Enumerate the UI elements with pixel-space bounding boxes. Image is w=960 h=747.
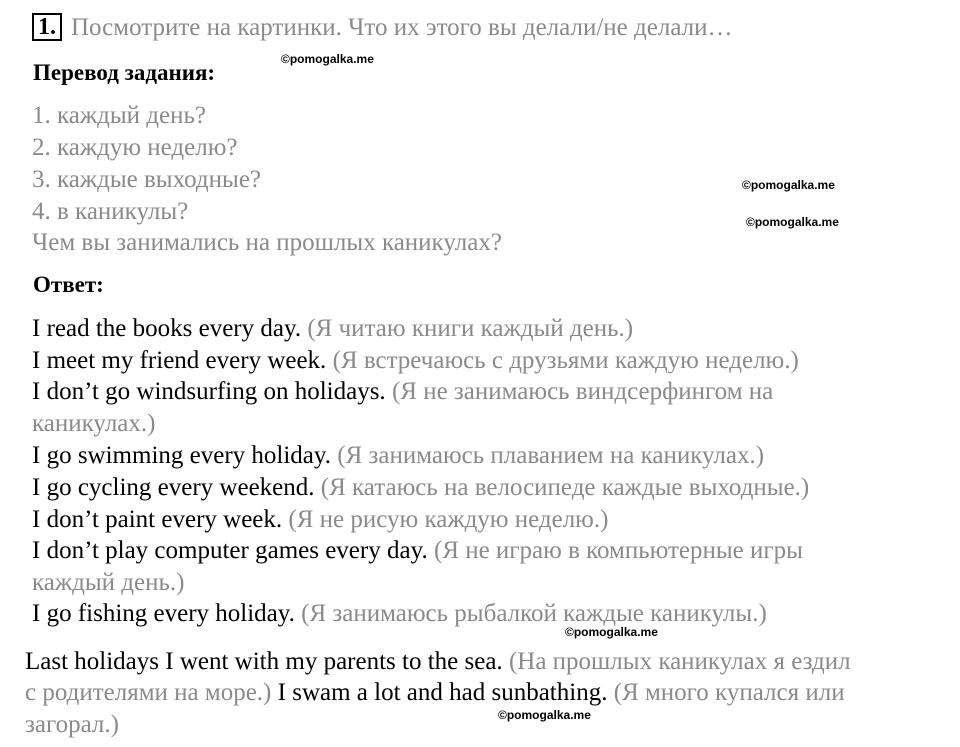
holidays-en: I swam a lot and had sunbathing. bbox=[277, 679, 608, 706]
task-title: Посмотрите на картинки. Что их этого вы делали/не делали… bbox=[71, 14, 733, 41]
watermark: ©pomogalka.me bbox=[746, 215, 839, 229]
holidays-ru: (На прошлых каникулах я ездил bbox=[508, 648, 851, 675]
holidays-line bbox=[25, 646, 851, 678]
translation-line: 3. каждые выходные? bbox=[32, 166, 262, 193]
answer-en: I don’t go windsurfing on holidays. bbox=[32, 378, 386, 405]
translation-heading: Перевод задания: bbox=[33, 60, 216, 85]
answer-en: I meet my friend every week. bbox=[32, 347, 327, 374]
translation-line: 2. каждую неделю? bbox=[32, 134, 238, 161]
watermark: ©pomogalka.me bbox=[281, 52, 374, 66]
answer-line bbox=[32, 440, 764, 472]
answer-en: I read the books every day. bbox=[32, 315, 302, 342]
answer-en: I go fishing every holiday. bbox=[32, 600, 295, 627]
task-number: 1. bbox=[38, 14, 56, 40]
answer-en: I don’t paint every week. bbox=[32, 506, 283, 533]
answer-ru: (Я встречаюсь с друзьями каждую неделю.) bbox=[332, 347, 799, 374]
watermark: ©pomogalka.me bbox=[742, 178, 835, 192]
answer-ru-continuation: каждый день.) bbox=[32, 569, 185, 596]
translation-line: 1. каждый день? bbox=[32, 102, 206, 129]
answer-ru-continuation: каникулах.) bbox=[32, 410, 156, 437]
answer-line bbox=[32, 345, 799, 377]
answer-ru: (Я занимаюсь плаванием на каникулах.) bbox=[337, 442, 765, 469]
answer-ru: (Я катаюсь на велосипеде каждые выходные.) bbox=[320, 474, 810, 501]
answer-line bbox=[32, 535, 803, 567]
answer-ru: (Я не играю в компьютерные игры bbox=[433, 537, 803, 564]
answer-ru: (Я не рисую каждую неделю.) bbox=[288, 506, 609, 533]
task-number-box bbox=[32, 13, 62, 41]
holidays-ru-continuation: загорал.) bbox=[25, 711, 119, 738]
answer-line bbox=[32, 598, 767, 630]
answer-heading: Ответ: bbox=[33, 272, 104, 297]
answer-line bbox=[32, 472, 809, 504]
answer-ru: (Я читаю книги каждый день.) bbox=[307, 315, 634, 342]
watermark: ©pomogalka.me bbox=[498, 708, 591, 722]
answer-line bbox=[32, 313, 633, 345]
holidays-en: Last holidays I went with my parents to the sea. bbox=[25, 648, 503, 675]
watermark: ©pomogalka.me bbox=[565, 625, 658, 639]
holidays-ru: (Я много купался или bbox=[613, 679, 845, 706]
translation-line: Чем вы занимались на прошлых каникулах? bbox=[32, 229, 502, 256]
answer-line bbox=[32, 376, 773, 408]
holidays-line bbox=[25, 677, 845, 709]
answer-en: I don’t play computer games every day. bbox=[32, 537, 428, 564]
translation-line: 4. в каникулы? bbox=[32, 198, 189, 225]
answer-ru: (Я не занимаюсь виндсерфингом на bbox=[391, 378, 774, 405]
answer-en: I go cycling every weekend. bbox=[32, 474, 315, 501]
answer-en: I go swimming every holiday. bbox=[32, 442, 332, 469]
holidays-ru: с родителями на море.) bbox=[25, 679, 272, 706]
answer-ru: (Я занимаюсь рыбалкой каждые каникулы.) bbox=[301, 600, 767, 627]
answer-line bbox=[32, 504, 608, 536]
